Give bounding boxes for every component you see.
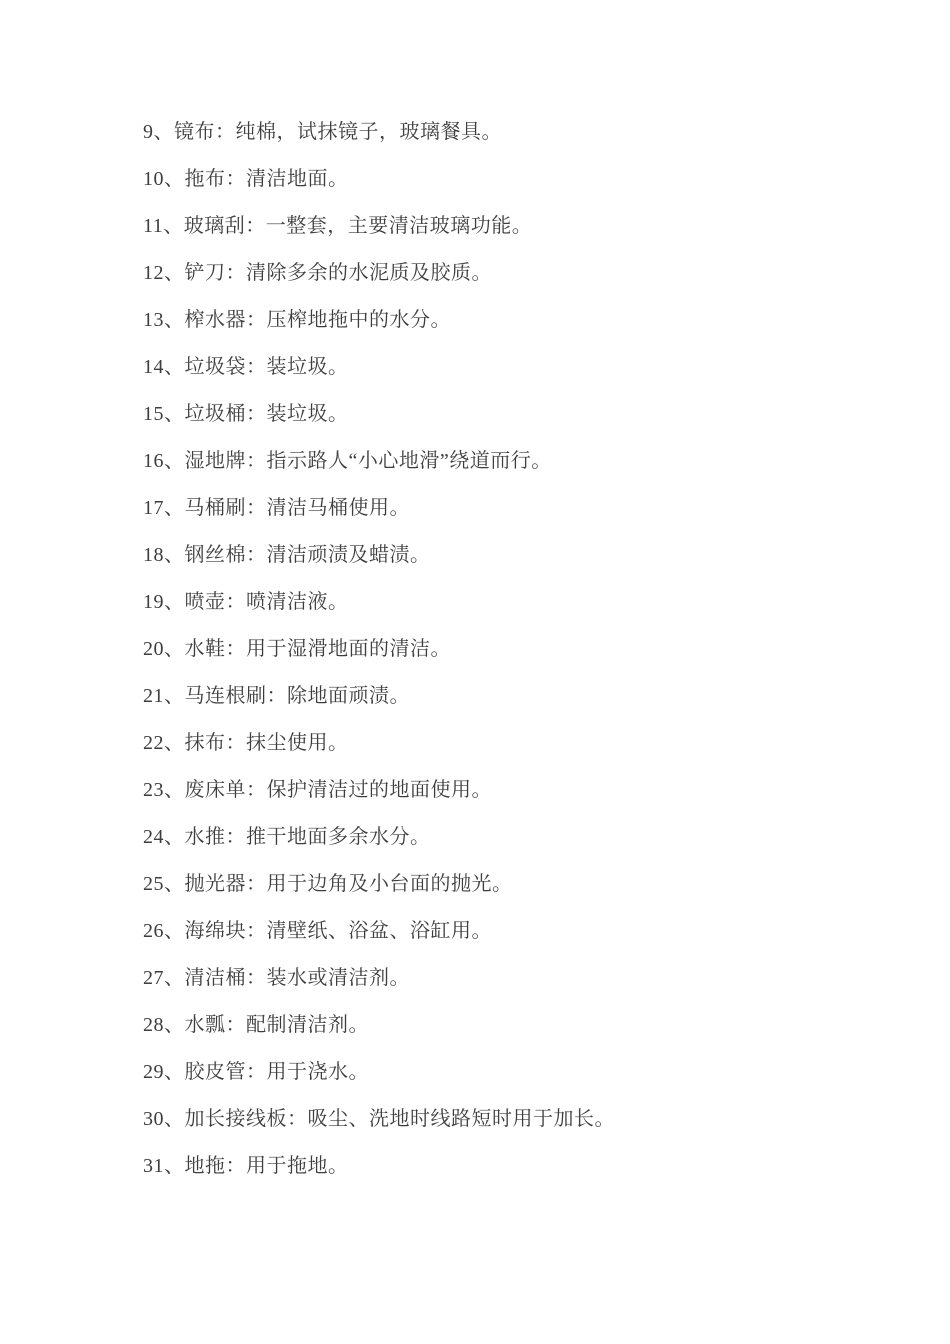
list-item: 17、马桶刷：清洁马桶使用。	[143, 497, 410, 519]
list-item: 24、水推：推干地面多余水分。	[143, 826, 431, 848]
list-item: 11、玻璃刮：一整套，主要清洁玻璃功能。	[143, 215, 533, 237]
list-item: 22、抹布：抹尘使用。	[143, 732, 349, 754]
list-item: 27、清洁桶：装水或清洁剂。	[143, 967, 410, 989]
list-item: 25、抛光器：用于边角及小台面的抛光。	[143, 873, 513, 895]
list-item: 10、拖布：清洁地面。	[143, 168, 349, 190]
list-item: 23、废床单：保护清洁过的地面使用。	[143, 779, 492, 801]
list-item: 28、水瓢：配制清洁剂。	[143, 1014, 369, 1036]
list-item: 15、垃圾桶：装垃圾。	[143, 403, 349, 425]
list-item: 12、铲刀：清除多余的水泥质及胶质。	[143, 262, 492, 284]
list-item: 13、榨水器：压榨地拖中的水分。	[143, 309, 451, 331]
list-item: 16、湿地牌：指示路人“小心地滑”绕道而行。	[143, 450, 552, 472]
list-item: 31、地拖：用于拖地。	[143, 1155, 349, 1177]
list-item: 14、垃圾袋：装垃圾。	[143, 356, 349, 378]
document-text-block	[143, 121, 890, 1202]
list-item: 9、镜布：纯棉，试抹镜子，玻璃餐具。	[143, 121, 502, 143]
list-item: 18、钢丝棉：清洁顽渍及蜡渍。	[143, 544, 431, 566]
list-item: 20、水鞋：用于湿滑地面的清洁。	[143, 638, 451, 660]
list-item: 21、马连根刷：除地面顽渍。	[143, 685, 410, 707]
list-item: 30、加长接线板：吸尘、洗地时线路短时用于加长。	[143, 1108, 615, 1130]
list-item: 19、喷壶：喷清洁液。	[143, 591, 349, 613]
list-item: 29、胶皮管：用于浇水。	[143, 1061, 369, 1083]
list-item: 26、海绵块：清壁纸、浴盆、浴缸用。	[143, 920, 492, 942]
